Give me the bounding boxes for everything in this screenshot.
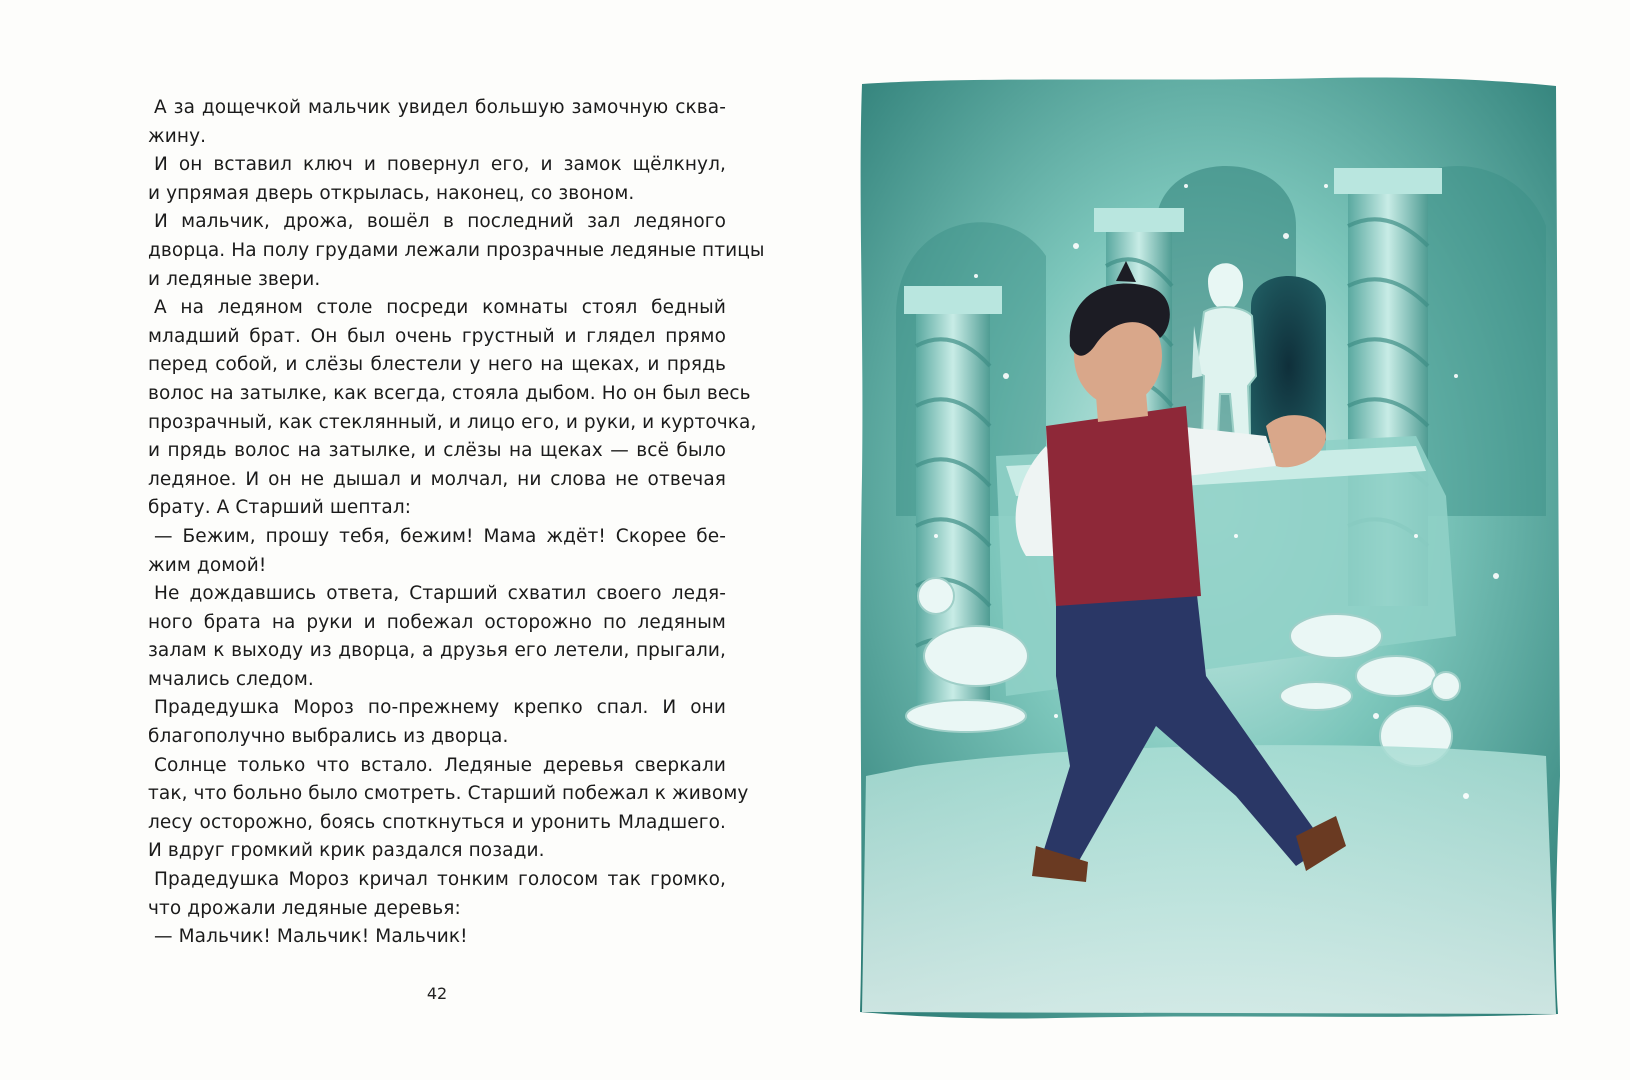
text-line: Не дождавшись ответа, Старший схватил своего ледя-: [154, 583, 726, 605]
text-line: так, что больно было смотреть. Старший побежал к живому: [148, 783, 749, 805]
text-line: мчались следом.: [148, 668, 314, 690]
text-line: лесу осторожно, боясь споткнуться и уронить Младшего.: [148, 811, 726, 833]
text-line: И мальчик, дрожа, вошёл в последний зал ледяного: [154, 211, 726, 233]
text-line: ледяное. И он не дышал и молчал, ни слова не отвечая: [148, 468, 726, 490]
text-line: жину.: [148, 125, 207, 147]
text-line: залам к выходу из дворца, а друзья его летели, прыгали,: [148, 640, 726, 662]
text-line: и ледяные звери.: [148, 268, 321, 290]
text-line: — Бежим, прошу тебя, бежим! Мама ждёт! Скорее бе-: [154, 525, 726, 547]
text-line: И он вставил ключ и повернул его, и замок щёлкнул,: [154, 154, 726, 176]
text-line: прозрачный, как стеклянный, и лицо его, и руки, и курточка,: [148, 411, 757, 433]
text-line: младший брат. Он был очень грустный и глядел прямо: [148, 325, 726, 347]
text-line: и упрямая дверь открылась, наконец, со звоном.: [148, 182, 635, 204]
illustration-ice-palace: [856, 76, 1562, 1020]
text-line: И вдруг громкий крик раздался позади.: [148, 840, 545, 862]
text-line: — Мальчик! Мальчик! Мальчик!: [154, 926, 468, 948]
text-line: жим домой!: [148, 554, 267, 576]
text-line: А за дощечкой мальчик увидел большую замочную сква-: [154, 97, 726, 118]
text-line: и прядь волос на затылке, и слёзы на щеках — всё было: [148, 440, 726, 462]
text-line: перед собой, и слёзы блестели у него на щеках, и прядь: [148, 354, 726, 376]
text-page: [148, 94, 765, 952]
text-line: брату. А Старший шептал:: [148, 497, 412, 519]
text-line: Прадедушка Мороз кричал тонким голосом так громко,: [154, 869, 726, 891]
text-line: волос на затылке, как всегда, стояла дыбом. Но он был весь: [148, 382, 751, 404]
text-line: что дрожали ледяные деревья:: [148, 897, 461, 919]
page-number: 42: [426, 984, 448, 1003]
text-line: Солнце только что встало. Ледяные деревья сверкали: [154, 754, 726, 776]
text-line: ного брата на руки и побежал осторожно по ледяным: [148, 611, 726, 633]
text-line: Прадедушка Мороз по-прежнему крепко спал. И они: [154, 697, 726, 719]
text-line: благополучно выбрались из дворца.: [148, 726, 509, 748]
text-line: А на ледяном столе посреди комнаты стоял бедный: [154, 297, 726, 319]
text-line: дворца. На полу грудами лежали прозрачные ледяные птицы: [148, 239, 765, 261]
floor: [862, 745, 1556, 1014]
